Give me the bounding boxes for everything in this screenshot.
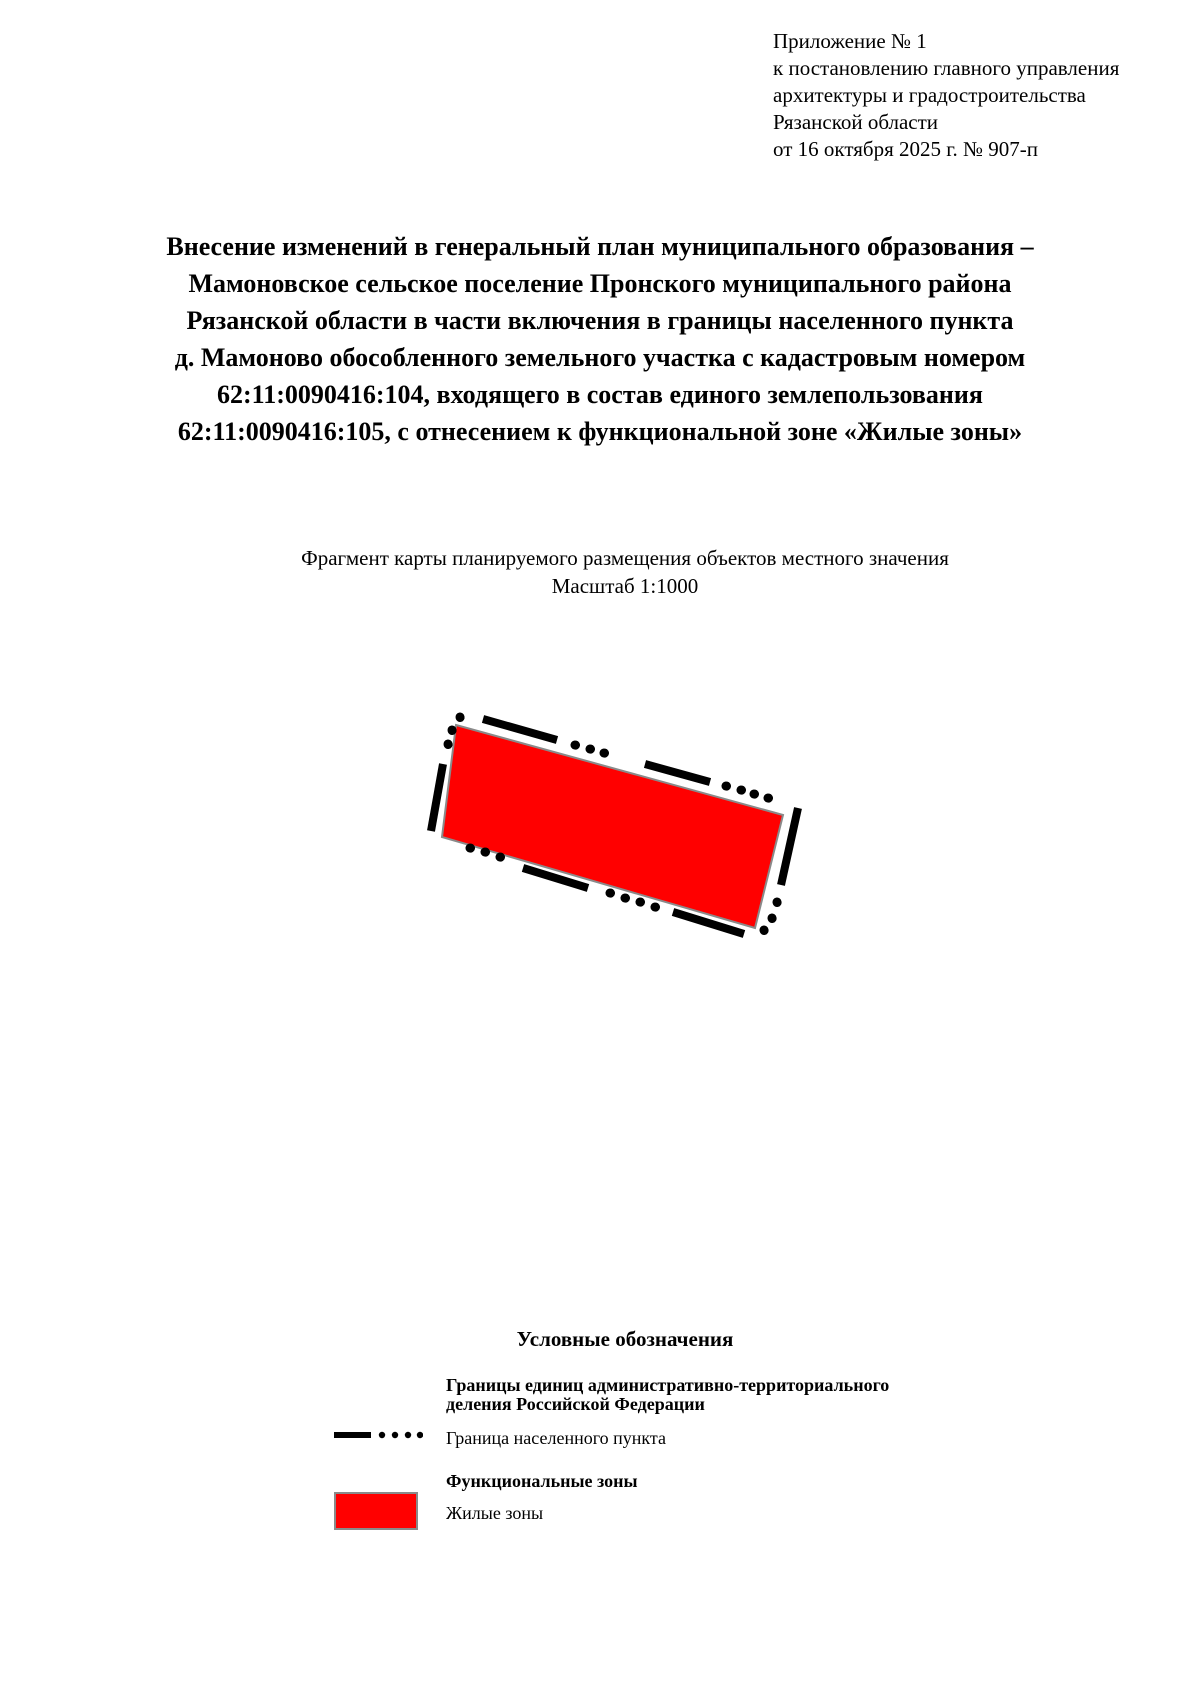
legend-title: Условные обозначения [516,1327,734,1351]
legend-boundary-dot-1 [379,1432,385,1438]
legend-boundary-dot-3 [405,1432,411,1438]
residential-zone-parcel [442,725,783,928]
legend-boundaries-heading [446,1376,889,1414]
legend-residential-swatch [334,1492,418,1530]
title-line-6: 62:11:0090416:105, с отнесением к функциональной зоне «Жилые зоны» [177,417,1023,446]
legend-zones-heading-text: Функциональные зоны [446,1471,638,1491]
title-line-5: 62:11:0090416:104, входящего в состав единого землепользования [217,380,983,409]
legend-boundary-line-sample [333,1427,423,1443]
legend-boundaries-heading-line-1: Границы единиц административно-территориального [446,1375,890,1395]
legend-settlement-boundary-label: Граница населенного пункта [446,1428,666,1448]
boundary-left-dashes [431,764,443,831]
appendix-line-2: к постановлению главного управления [773,56,1120,80]
title-line-1: Внесение изменений в генеральный план муниципального образования – [166,232,1034,261]
legend-residential-label: Жилые зоны [446,1503,544,1523]
title-line-3: Рязанской области в части включения в границы населенного пункта [186,306,1014,335]
legend-boundary-dot-2 [392,1432,398,1438]
map-scale-text: Масштаб 1:1000 [551,574,699,598]
boundary-right-dots [764,902,777,931]
appendix-line-4: Рязанской области [773,110,939,134]
legend-zones-heading [446,1472,638,1491]
map-caption-text: Фрагмент карты планируемого размещения объектов местного значения [301,546,949,570]
title-line-2: Мамоновское сельское поселение Пронского муниципального района [188,269,1012,298]
legend-boundary-dot-4 [417,1432,423,1438]
legend-boundaries-heading-line-2: деления Российской Федерации [446,1394,705,1414]
boundary-right-dashes [781,808,798,885]
appendix-line-5: от 16 октября 2025 г. № 907-п [773,137,1038,161]
appendix-line-3: архитектуры и градостроительства [773,83,1086,107]
title-line-4: д. Мамоново обособленного земельного участка с кадастровым номером [174,343,1026,372]
appendix-line-1: Приложение № 1 [773,29,927,53]
